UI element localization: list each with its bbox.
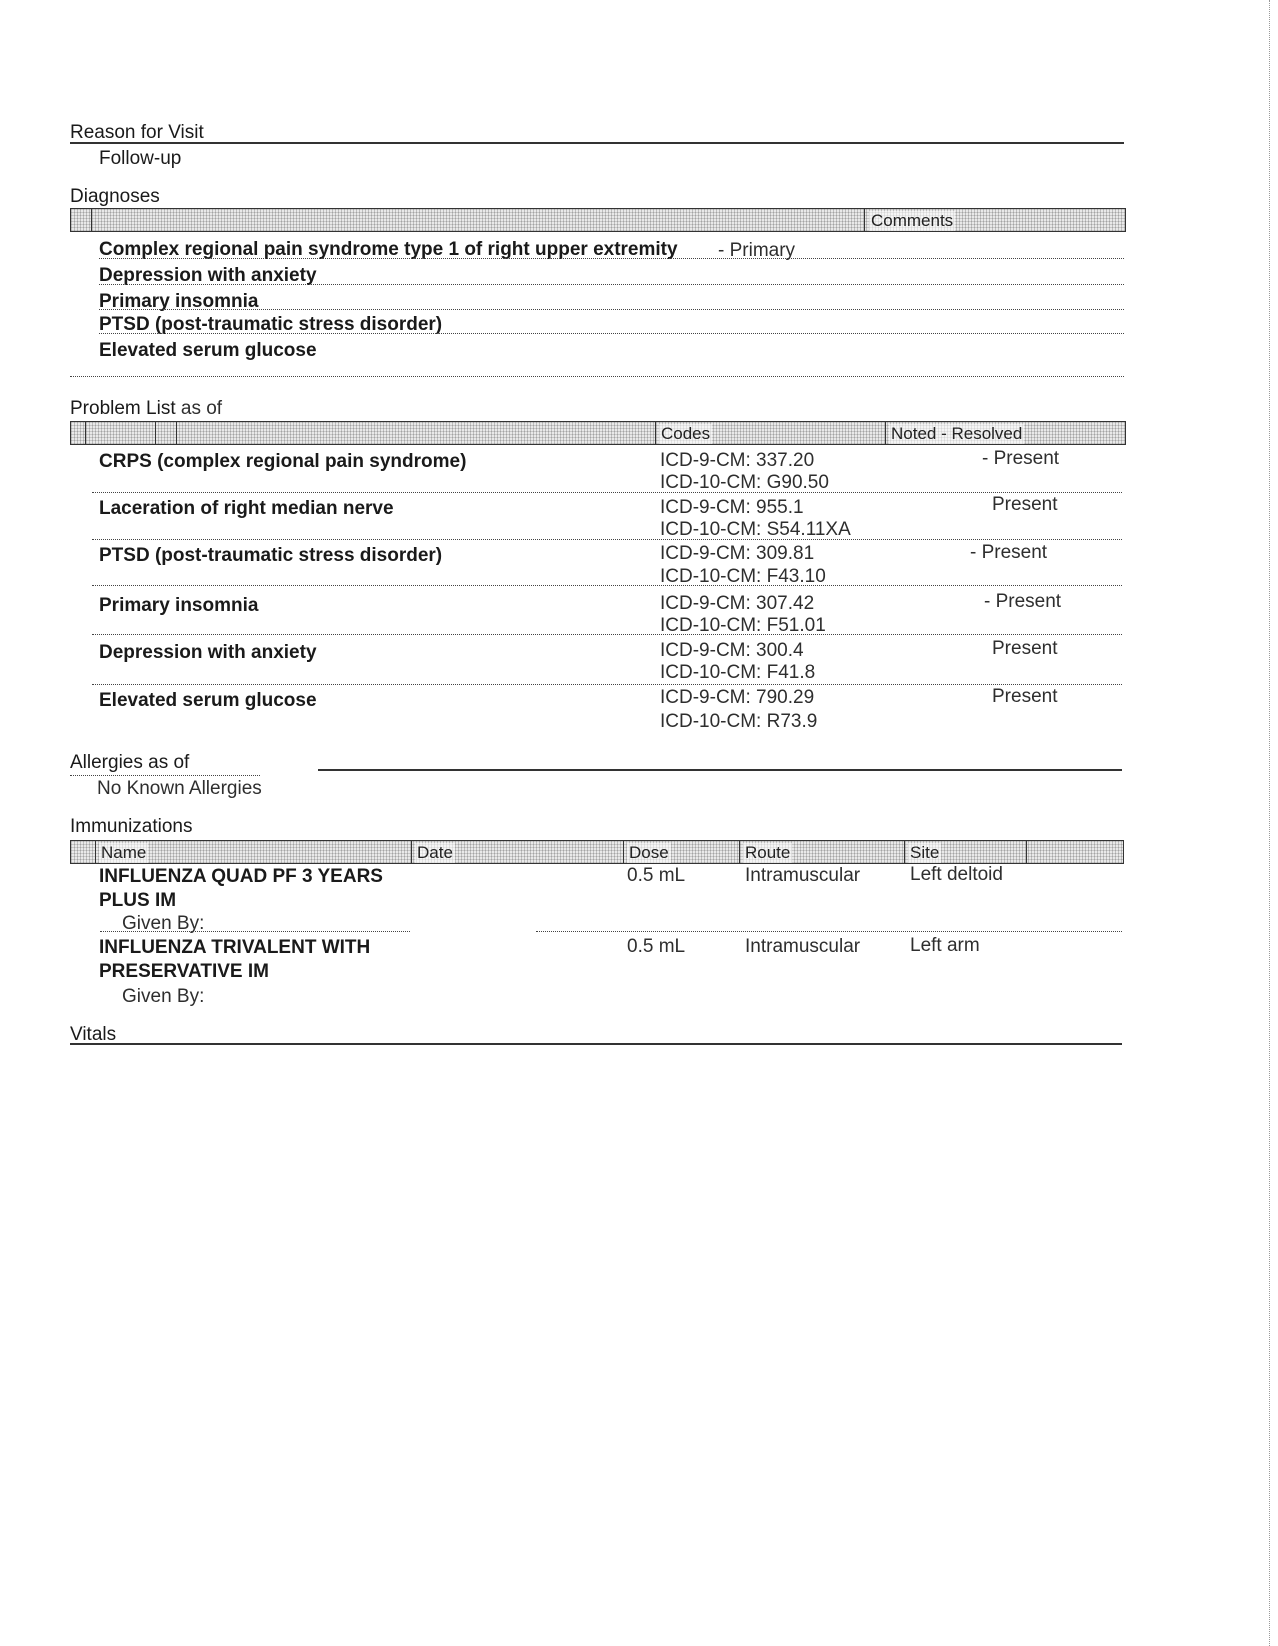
problem-name: Elevated serum glucose [99,690,317,711]
diagnosis-divider [99,309,1124,310]
immunizations-site-header: Site [910,843,940,862]
problem-divider [92,492,1122,493]
problem-status: Present [992,638,1058,659]
problem-list-codes-header: Codes [661,424,711,443]
problem-name: CRPS (complex regional pain syndrome) [99,451,467,472]
diagnosis-item: PTSD (post-traumatic stress disorder) [99,314,443,335]
immunization-name-line2: PLUS IM [99,890,177,911]
immunization-dose: 0.5 mL [627,936,686,957]
immunizations-date-header: Date [417,843,453,862]
immunization-given-by: Given By: [122,986,205,1007]
diagnoses-comments-header: Comments [871,211,954,230]
immunization-dose: 0.5 mL [627,865,686,886]
diagnosis-divider [99,333,1124,334]
problem-icd10-code: ICD-10-CM: F43.10 [660,566,826,587]
immunizations-route-header: Route [745,843,791,862]
problem-icd9-code: ICD-9-CM: 790.29 [660,687,815,708]
problem-name: Laceration of right median nerve [99,498,394,519]
reason-for-visit-heading: Reason for Visit [70,122,204,143]
problem-icd9-code: ICD-9-CM: 307.42 [660,593,815,614]
problem-status: - Present [984,591,1062,612]
problem-name: Primary insomnia [99,595,259,616]
problem-name: PTSD (post-traumatic stress disorder) [99,545,443,566]
immunization-given-by: Given By: [122,913,205,934]
problem-list-title: Problem List [70,398,176,419]
immunizations-heading: Immunizations [70,816,193,837]
immunization-route: Intramuscular [745,936,861,957]
problem-divider [92,634,1122,635]
diagnoses-end-divider [70,376,1124,377]
immunization-name-line2: PRESERVATIVE IM [99,961,269,982]
vitals-rule [70,1043,1122,1045]
problem-status: Present [992,686,1058,707]
diagnosis-item: Depression with anxiety [99,265,317,286]
problem-icd10-code: ICD-10-CM: S54.11XA [660,519,851,540]
problem-icd9-code: ICD-9-CM: 309.81 [660,543,815,564]
immunizations-header-bar [70,840,1124,864]
problem-list-as-of: as of [175,398,223,419]
problem-icd9-code: ICD-9-CM: 955.1 [660,497,804,518]
scan-edge-line [1269,0,1270,1646]
immunization-divider [100,931,410,932]
allergies-value: No Known Allergies [97,778,262,799]
diagnoses-header-bar [70,208,1126,232]
problem-icd9-code: ICD-9-CM: 300.4 [660,640,804,661]
problem-list-heading [70,398,222,420]
diagnosis-item: Primary insomnia [99,291,259,312]
problem-list-noted-resolved-header: Noted - Resolved [891,424,1023,443]
problem-status: Present [992,494,1058,515]
problem-divider [92,684,1122,685]
diagnosis-item: Elevated serum glucose [99,340,317,361]
allergies-heading: Allergies as of [70,752,190,773]
diagnosis-item: Complex regional pain syndrome type 1 of right upper extremity [99,239,678,260]
problem-name: Depression with anxiety [99,642,317,663]
immunization-site: Left deltoid [910,864,1003,885]
diagnosis-divider [99,258,1124,259]
problem-divider [92,539,1122,540]
problem-list-header-bar [70,421,1126,445]
allergies-underline [70,775,260,776]
problem-status: - Present [970,542,1048,563]
diagnosis-divider [99,284,1124,285]
problem-icd10-code: ICD-10-CM: R73.9 [660,711,818,732]
allergies-rule [318,769,1122,771]
problem-icd10-code: ICD-10-CM: G90.50 [660,472,829,493]
problem-icd9-code: ICD-9-CM: 337.20 [660,450,815,471]
problem-divider [92,585,1122,586]
problem-icd10-code: ICD-10-CM: F51.01 [660,615,826,636]
immunization-divider [536,931,1122,932]
immunization-site: Left arm [910,935,980,956]
immunizations-name-header: Name [101,843,147,862]
immunizations-dose-header: Dose [629,843,669,862]
diagnoses-heading: Diagnoses [70,186,160,207]
reason-for-visit-rule [70,142,1124,144]
immunization-name-line1: INFLUENZA QUAD PF 3 YEARS [99,866,383,887]
problem-status: - Present [982,448,1060,469]
immunization-name-line1: INFLUENZA TRIVALENT WITH [99,937,371,958]
problem-icd10-code: ICD-10-CM: F41.8 [660,662,816,683]
immunization-route: Intramuscular [745,865,861,886]
vitals-heading: Vitals [70,1024,117,1045]
diagnosis-primary-note: - Primary [718,240,796,261]
reason-for-visit-value: Follow-up [99,148,182,169]
